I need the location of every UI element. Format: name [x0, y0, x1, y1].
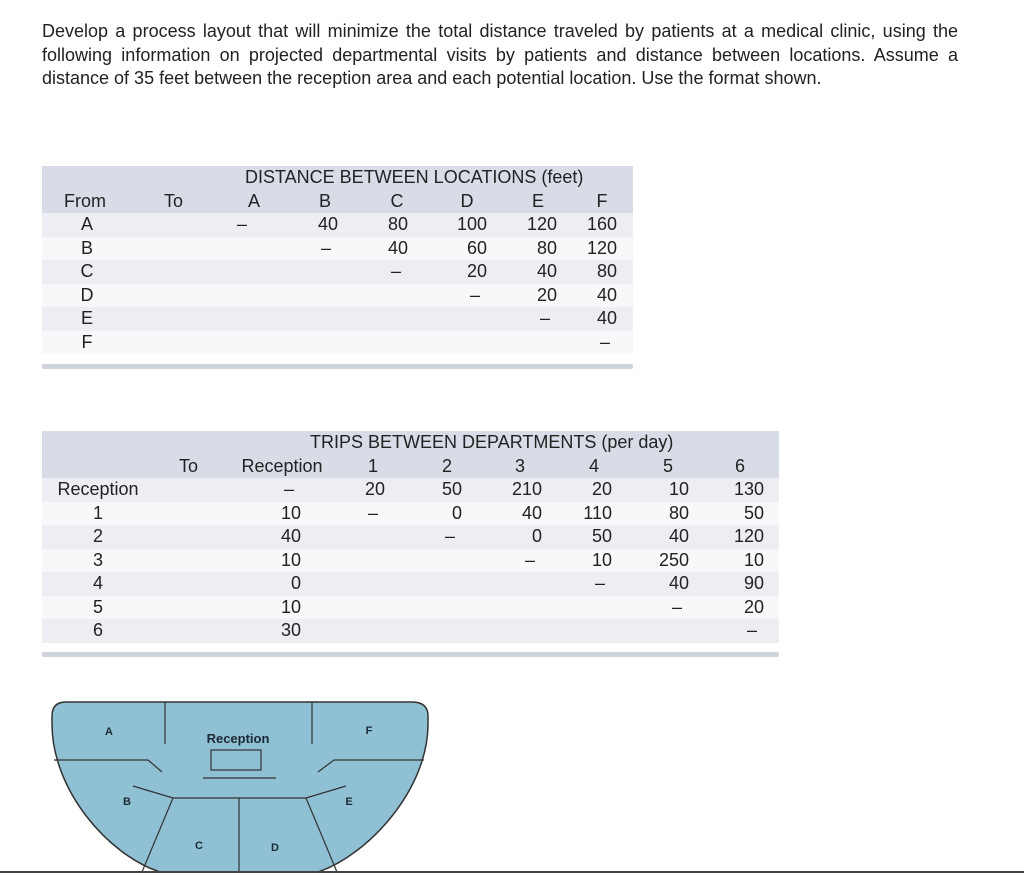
to-label: To — [164, 190, 184, 211]
table-cell: – — [367, 502, 379, 523]
distance-table-divider — [42, 364, 633, 369]
table-row — [42, 572, 779, 596]
table-row — [42, 549, 779, 573]
problem-statement: Develop a process layout that will minimize the total distance traveled by patients at a medical clinic, using the following information on projected departmental visits by patients and distance between locations. Assume a distance of 35 feet between the reception area and each potential location. Use the format shown. — [42, 21, 958, 88]
table-cell: 30 — [280, 620, 301, 640]
table-cell: – — [320, 237, 332, 258]
row-label: 2 — [92, 526, 104, 546]
table-cell: – — [236, 214, 248, 234]
col-header: B — [318, 190, 332, 211]
row-label: 4 — [92, 573, 104, 593]
table-cell: 20 — [743, 596, 764, 617]
floor-plan — [48, 700, 430, 872]
table-cell: 20 — [591, 479, 612, 499]
table-cell: 110 — [583, 502, 612, 523]
table-row — [42, 284, 633, 308]
table-cell: 0 — [290, 573, 301, 593]
col-header: A — [247, 190, 261, 211]
row-label: D — [80, 284, 94, 305]
table-cell: 40 — [536, 261, 557, 281]
col-header: F — [596, 190, 608, 211]
table-cell: 80 — [536, 237, 557, 258]
table-cell: 120 — [733, 526, 764, 546]
table-cell: 10 — [280, 596, 301, 617]
table-cell: 20 — [364, 479, 385, 499]
table-cell: 0 — [531, 526, 542, 546]
table-cell: 50 — [591, 526, 612, 546]
col-header: 2 — [441, 455, 453, 476]
row-label: F — [81, 331, 93, 352]
table-cell: – — [283, 479, 295, 499]
row-label: B — [80, 237, 94, 258]
reception-label: Reception — [206, 731, 270, 746]
table-cell: 80 — [387, 214, 408, 234]
from-label: From — [64, 190, 106, 211]
table-cell: 40 — [387, 237, 408, 258]
col-header: E — [531, 190, 545, 211]
table-cell: 10 — [280, 502, 301, 523]
col-header: 5 — [662, 455, 674, 476]
row-label: 6 — [92, 620, 104, 640]
location-label-d: D — [271, 842, 279, 854]
table-cell: 10 — [743, 549, 764, 570]
table-cell: – — [390, 261, 402, 281]
table-cell: 40 — [668, 573, 689, 593]
table-cell: 10 — [668, 479, 689, 499]
location-label-c: C — [195, 840, 203, 852]
table-row — [42, 502, 779, 526]
table-cell: – — [469, 284, 481, 305]
row-label: 5 — [92, 596, 104, 617]
table-cell: 40 — [596, 284, 617, 305]
col-header: D — [460, 190, 474, 211]
table-cell: 60 — [466, 237, 487, 258]
location-label-b: B — [123, 796, 131, 808]
table-cell: 0 — [451, 502, 462, 523]
table-cell: 250 — [658, 549, 689, 570]
col-header: 4 — [588, 455, 600, 476]
table-row — [42, 525, 779, 549]
table-cell: – — [599, 331, 611, 352]
table-cell: 130 — [733, 479, 764, 499]
trips-title-row — [42, 431, 779, 455]
location-label-f: F — [365, 725, 373, 737]
distance-title-row — [42, 166, 633, 190]
trips-table — [42, 431, 779, 644]
distance-header-row — [42, 190, 633, 214]
table-cell: – — [594, 573, 606, 593]
to-label: To — [179, 455, 199, 476]
row-label: Reception — [57, 479, 139, 499]
table-cell: 80 — [596, 261, 617, 281]
row-label: 3 — [92, 549, 104, 570]
table-cell: 10 — [591, 549, 612, 570]
table-row — [42, 237, 633, 261]
table-cell: 90 — [743, 573, 764, 593]
table-cell: – — [539, 308, 551, 328]
table-cell: 160 — [586, 214, 617, 234]
table-cell: 40 — [280, 526, 301, 546]
table-row — [42, 619, 779, 643]
table-cell: 100 — [456, 214, 487, 234]
table-cell: 10 — [280, 549, 301, 570]
table-cell: – — [524, 549, 536, 570]
distance-table-title: DISTANCE BETWEEN LOCATIONS (feet) — [245, 167, 584, 187]
table-cell: 120 — [586, 237, 617, 258]
table-cell: 40 — [317, 214, 338, 234]
table-cell: 40 — [668, 526, 689, 546]
row-label: A — [80, 214, 94, 234]
table-cell: 20 — [536, 284, 557, 305]
col-header: 1 — [367, 455, 379, 476]
table-cell: – — [746, 620, 758, 640]
row-label: E — [80, 308, 94, 328]
table-cell: – — [444, 526, 456, 546]
table-row — [42, 307, 633, 331]
table-cell: 20 — [466, 261, 487, 281]
col-header: Reception — [241, 455, 323, 476]
col-header: 3 — [514, 455, 526, 476]
col-header: 6 — [734, 455, 746, 476]
table-cell: – — [671, 596, 683, 617]
table-cell: 120 — [526, 214, 557, 234]
table-row — [42, 331, 633, 355]
table-cell: 50 — [743, 502, 764, 523]
table-cell: 40 — [596, 308, 617, 328]
trips-header-row — [42, 455, 779, 479]
page-bottom-rule — [0, 871, 1024, 873]
trips-table-divider — [42, 652, 779, 657]
col-header: C — [390, 190, 404, 211]
location-label-a: A — [105, 726, 113, 738]
table-row — [42, 213, 633, 237]
table-row — [42, 478, 779, 502]
trips-table-title: TRIPS BETWEEN DEPARTMENTS (per day) — [310, 432, 674, 452]
table-row — [42, 596, 779, 620]
row-label: C — [80, 261, 94, 281]
table-cell: 80 — [668, 502, 689, 523]
table-cell: 40 — [521, 502, 542, 523]
table-cell: 210 — [511, 479, 542, 499]
table-cell: 50 — [441, 479, 462, 499]
location-label-e: E — [345, 796, 353, 808]
table-row — [42, 260, 633, 284]
distance-table — [42, 166, 633, 356]
row-label: 1 — [92, 502, 104, 523]
